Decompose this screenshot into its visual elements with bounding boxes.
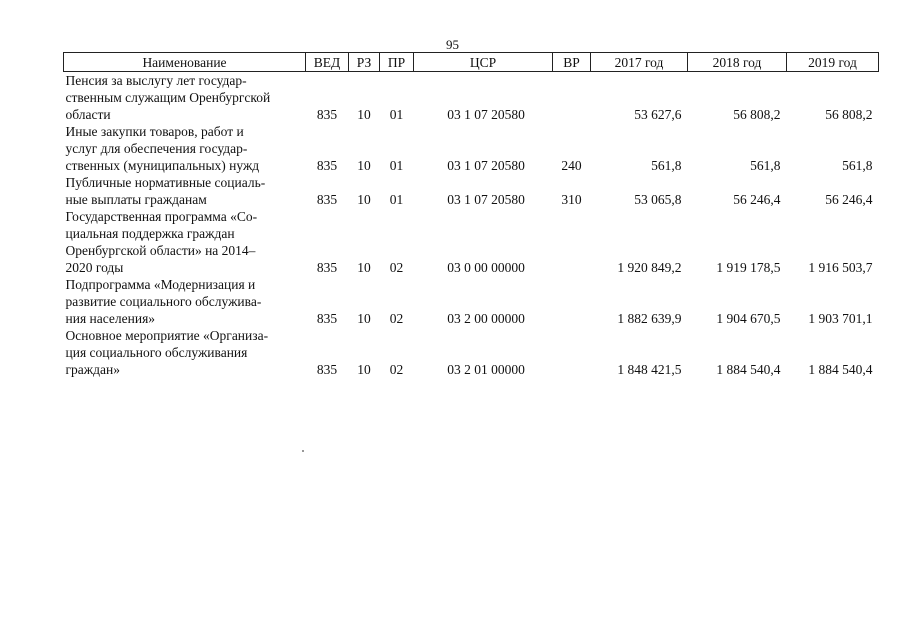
row-2017: 1 920 849,2 [617, 260, 682, 275]
row-csr: 03 2 00 00000 [447, 311, 525, 326]
table-body [64, 72, 879, 379]
row-name-line: области [65, 107, 111, 122]
row-name [64, 72, 306, 124]
row-csr: 03 2 01 00000 [447, 362, 525, 377]
row-pr: 01 [389, 192, 404, 207]
row-name [64, 174, 306, 208]
row-csr: 03 1 07 20580 [447, 192, 525, 207]
scan-speck [302, 450, 304, 452]
row-rz: 10 [357, 260, 371, 275]
row-ved: 835 [316, 311, 338, 326]
row-rz: 10 [357, 192, 371, 207]
row-name-line: Иные закупки товаров, работ и [65, 124, 244, 139]
row-pr: 01 [389, 158, 404, 173]
row-ved: 835 [316, 158, 338, 173]
table-row [64, 72, 879, 124]
row-2018: 1 904 670,5 [716, 311, 781, 326]
row-rz: 10 [357, 362, 371, 377]
row-ved: 835 [316, 192, 338, 207]
table-row [64, 123, 879, 174]
row-vr: 310 [561, 192, 582, 207]
row-name-line: ственным служащим Оренбургской [65, 90, 271, 105]
row-2018: 1 919 178,5 [716, 260, 781, 275]
table-header-row [64, 53, 879, 72]
row-vr [553, 208, 591, 276]
row-rz: 10 [357, 107, 371, 122]
row-ved: 835 [316, 107, 338, 122]
header-2017: 2017 год [591, 53, 688, 72]
row-2017: 53 065,8 [634, 192, 682, 207]
header-rz: РЗ [349, 53, 380, 72]
row-vr [553, 72, 591, 124]
row-2019: 1 916 503,7 [808, 260, 873, 275]
row-name [64, 327, 306, 378]
table-row [64, 208, 879, 276]
row-name-line: Подпрограмма «Модернизация и [65, 277, 256, 292]
header-pr: ПР [380, 53, 414, 72]
row-name-line: Основное мероприятие «Организа- [65, 328, 269, 343]
row-name-line: Публичные нормативные социаль- [65, 175, 266, 190]
row-name-line: ния населения» [65, 311, 156, 326]
row-vr [553, 276, 591, 327]
row-name-line: Государственная программа «Со- [65, 209, 258, 224]
row-vr: 240 [561, 158, 582, 173]
row-pr: 02 [389, 260, 404, 275]
row-name-line: услуг для обеспечения государ- [65, 141, 248, 156]
row-name-line: развитие социального обслужива- [65, 294, 262, 309]
row-2019: 56 246,4 [825, 192, 873, 207]
row-2017: 1 848 421,5 [617, 362, 682, 377]
row-2018: 56 808,2 [733, 107, 781, 122]
row-vr [553, 327, 591, 378]
row-2017: 53 627,6 [634, 107, 682, 122]
row-2019: 1 884 540,4 [808, 362, 873, 377]
row-name [64, 276, 306, 327]
row-2019: 56 808,2 [825, 107, 873, 122]
row-rz: 10 [357, 311, 371, 326]
row-2019: 1 903 701,1 [808, 311, 873, 326]
row-2018: 1 884 540,4 [716, 362, 781, 377]
page-number: 95 [446, 37, 459, 52]
budget-table [63, 52, 879, 378]
row-ved: 835 [316, 260, 338, 275]
header-csr: ЦСР [414, 53, 553, 72]
row-name [64, 123, 306, 174]
header-ved: ВЕД [306, 53, 349, 72]
row-2019: 561,8 [842, 158, 873, 173]
row-name-line: ция социального обслуживания [65, 345, 248, 360]
row-name-line: граждан» [65, 362, 120, 377]
row-name-line: 2020 годы [65, 260, 124, 275]
table-row [64, 174, 879, 208]
header-2018: 2018 год [688, 53, 787, 72]
row-name-line: ственных (муниципальных) нужд [65, 158, 260, 173]
row-ved: 835 [316, 362, 338, 377]
row-name-line: Пенсия за выслугу лет государ- [65, 73, 247, 88]
table-header [64, 53, 879, 72]
row-rz: 10 [357, 158, 371, 173]
row-pr: 02 [389, 362, 404, 377]
row-csr: 03 1 07 20580 [447, 158, 525, 173]
row-name-line: ные выплаты гражданам [65, 192, 207, 207]
table-row [64, 276, 879, 327]
row-2018: 56 246,4 [733, 192, 781, 207]
row-name-line: Оренбургской области» на 2014– [65, 243, 256, 258]
header-2019: 2019 год [787, 53, 879, 72]
row-2017: 561,8 [651, 158, 682, 173]
row-2017: 1 882 639,9 [617, 311, 682, 326]
row-csr: 03 0 00 00000 [447, 260, 525, 275]
header-name: Наименование [64, 53, 306, 72]
header-vr: ВР [553, 53, 591, 72]
row-pr: 02 [389, 311, 404, 326]
table-row [64, 327, 879, 378]
row-pr: 01 [389, 107, 404, 122]
row-name-line: циальная поддержка граждан [65, 226, 235, 241]
row-2018: 561,8 [750, 158, 781, 173]
row-name [64, 208, 306, 276]
row-csr: 03 1 07 20580 [447, 107, 525, 122]
